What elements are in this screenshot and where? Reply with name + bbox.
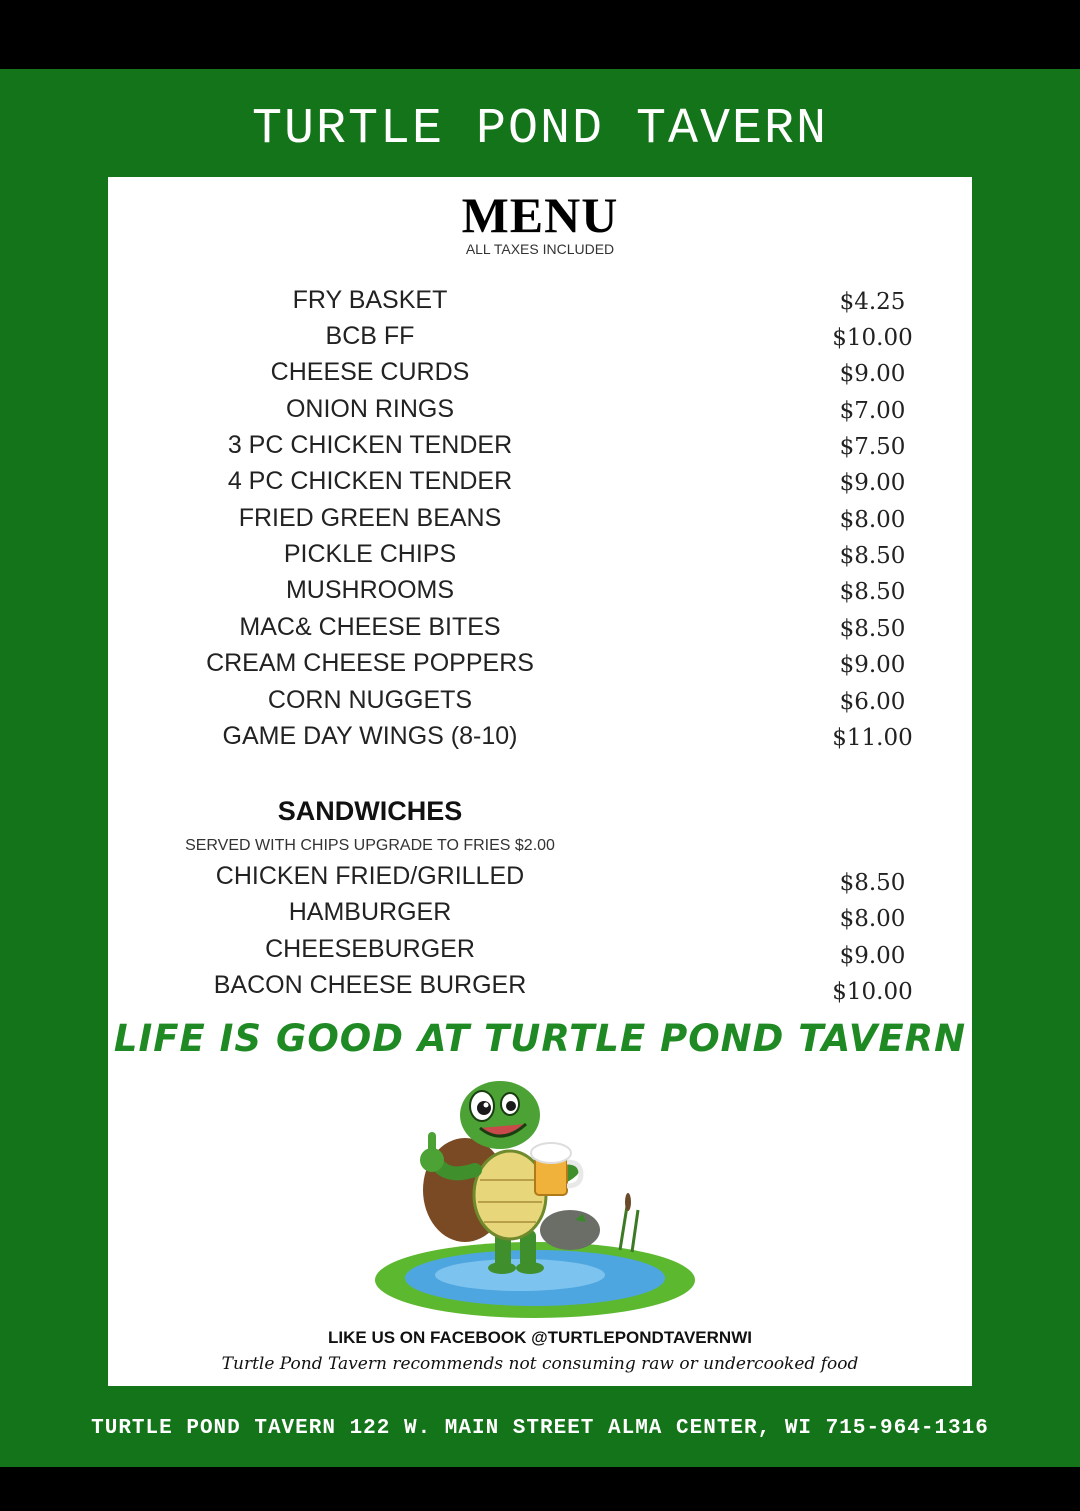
menu-item-name: FRIED GREEN BEANS	[238, 504, 502, 532]
slogan: LIFE IS GOOD AT TURTLE POND TAVERN	[113, 1017, 967, 1060]
sandwich-item-name: CHEESEBURGER	[265, 935, 475, 963]
menu-item-price: $10.00	[832, 325, 913, 351]
menu-item-price: $4.25	[839, 289, 906, 315]
menu-item-price: $8.50	[839, 543, 906, 569]
food-recommendation: Turtle Pond Tavern recommends not consuming raw or undercooked food	[221, 1354, 859, 1374]
menu-item-name: MAC& CHEESE BITES	[239, 613, 501, 641]
menu-item-price: $7.00	[839, 398, 906, 424]
facebook-link[interactable]: LIKE US ON FACEBOOK @TURTLEPONDTAVERNWI	[328, 1328, 752, 1347]
menu-item-name: 4 PC CHICKEN TENDER	[227, 467, 513, 495]
taxes-note: ALL TAXES INCLUDED	[465, 241, 615, 257]
menu-item-name: CREAM CHEESE POPPERS	[206, 649, 534, 677]
sandwich-item-price: $9.00	[839, 943, 906, 969]
sandwiches-note: SERVED WITH CHIPS UPGRADE TO FRIES $2.00	[185, 837, 555, 854]
sandwich-item-name: HAMBURGER	[288, 898, 452, 926]
menu-item-name: MUSHROOMS	[285, 576, 455, 604]
menu-item-name: CORN NUGGETS	[267, 686, 473, 714]
menu-item-name: BCB FF	[325, 322, 415, 350]
footer-address: TURTLE POND TAVERN 122 W. MAIN STREET ALMA CENTER, WI 715-964-1316	[91, 1417, 989, 1440]
menu-item-price: $9.00	[839, 470, 906, 496]
menu-item-name: GAME DAY WINGS (8-10)	[222, 722, 518, 750]
menu-heading: MENU	[461, 187, 619, 243]
sandwich-item-price: $8.00	[839, 906, 906, 932]
menu-item-price: $6.00	[839, 689, 906, 715]
sandwich-item-name: BACON CHEESE BURGER	[213, 971, 527, 999]
menu-item-name: 3 PC CHICKEN TENDER	[227, 431, 513, 459]
menu-item-price: $9.00	[839, 652, 906, 678]
menu-item-price: $8.50	[839, 579, 906, 605]
turtle-mascot-icon	[370, 1070, 700, 1325]
sandwich-item-name: CHICKEN FRIED/GRILLED	[215, 862, 525, 890]
menu-item-name: CHEESE CURDS	[270, 358, 470, 386]
menu-item-price: $7.50	[839, 434, 906, 460]
menu-item-name: FRY BASKET	[292, 286, 448, 314]
menu-item-price: $11.00	[832, 725, 913, 751]
sandwich-item-price: $10.00	[832, 979, 913, 1005]
menu-item-price: $9.00	[839, 361, 906, 387]
menu-item-name: ONION RINGS	[285, 395, 455, 423]
menu-item-name: PICKLE CHIPS	[283, 540, 457, 568]
sandwich-item-price: $8.50	[839, 870, 906, 896]
sandwiches-heading: SANDWICHES	[277, 796, 463, 826]
menu-item-price: $8.50	[839, 616, 906, 642]
menu-item-price: $8.00	[839, 507, 906, 533]
tavern-title: TURTLE POND TAVERN	[251, 101, 829, 158]
